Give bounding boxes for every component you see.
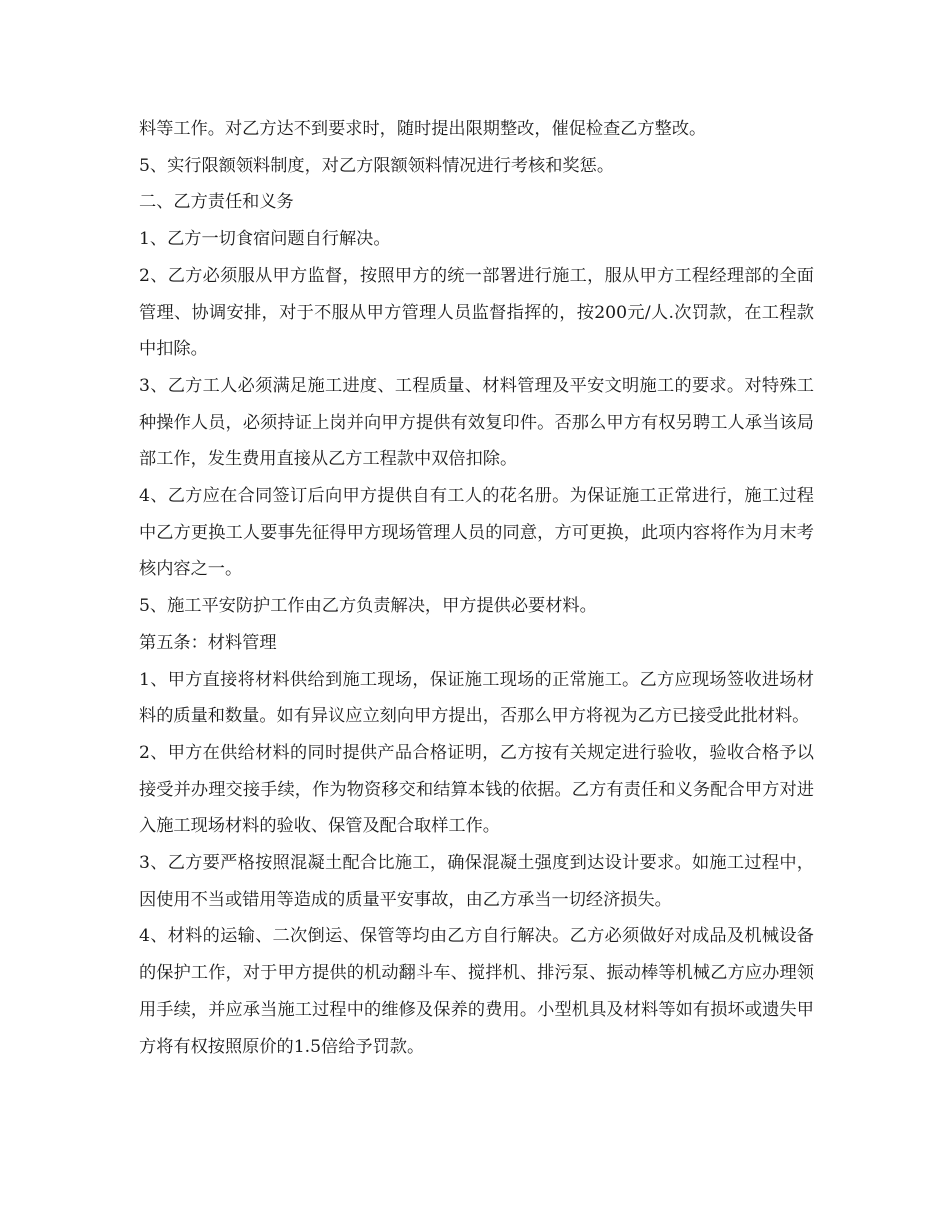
paragraph-item-5-safety: 5、施工平安防护工作由乙方负责解决，甲方提供必要材料。: [139, 596, 597, 617]
paragraph-item-3-workers: 3、乙方工人必须满足施工进度、工程质量、材料管理及平安文明施工的要求。对特殊工种操作人员，必须持证上岗并向甲方提供有效复印件。否那么甲方有权另聘工人承当该局部工作，发生费用直接从乙方工程款中双倍扣除。: [139, 375, 814, 470]
paragraph-item-2-supervision: 2、乙方必须服从甲方监督，按照甲方的统一部署进行施工，服从甲方工程经理部的全面管理、协调安排，对于不服从甲方管理人员监督指挥的，按200元/人.次罚款，在工程款中扣除。: [139, 265, 814, 360]
section-heading-party-b-duties: 二、乙方责任和义务: [139, 192, 294, 213]
paragraph-item-4-roster: 4、乙方应在合同签订后向甲方提供自有工人的花名册。为保证施工正常进行，施工过程中乙方更换工人要事先征得甲方现场管理人员的同意，方可更换，此项内容将作为月末考核内容之一。: [139, 486, 814, 580]
paragraph-item-5-quota: 5、实行限额领料制度，对乙方限额领料情况进行考核和奖惩。: [139, 155, 615, 176]
paragraph-continuation: 料等工作。对乙方达不到要求时，随时提出限期整改，催促检查乙方整改。: [139, 119, 707, 139]
paragraph-materials-3: 3、乙方要严格按照混凝土配合比施工，确保混凝土强度到达设计要求。如施工过程中，因使用不当或错用等造成的质量平安事故，由乙方承当一切经济损失。: [139, 853, 814, 910]
paragraph-materials-4: 4、材料的运输、二次倒运、保管等均由乙方自行解决。乙方必须做好对成品及机械设备的保护工作，对于甲方提供的机动翻斗车、搅拌机、排污泵、振动棒等机械乙方应办理领用手续，并应承当施工过程中的维修及保养的费用。小型机具及材料等如有损坏或遗失甲方将有权按照原价的1.5倍给予罚款。: [139, 926, 814, 1057]
article-heading-materials: 第五条：材料管理: [139, 632, 277, 653]
paragraph-materials-1: 1、甲方直接将材料供给到施工现场，保证施工现场的正常施工。乙方应现场签收进场材料的质量和数量。如有异议应立刻向甲方提出，否那么甲方将视为乙方已接受此批材料。: [139, 669, 814, 727]
paragraph-item-1-lodging: 1、乙方一切食宿问题自行解决。: [139, 229, 391, 250]
paragraph-materials-2: 2、甲方在供给材料的同时提供产品合格证明，乙方按有关规定进行验收，验收合格予以接受并办理交接手续，作为物资移交和结算本钱的依据。乙方有责任和义务配合甲方对进入施工现场材料的验收、保管及配合取样工作。: [139, 742, 814, 837]
document-body: [139, 111, 814, 1065]
